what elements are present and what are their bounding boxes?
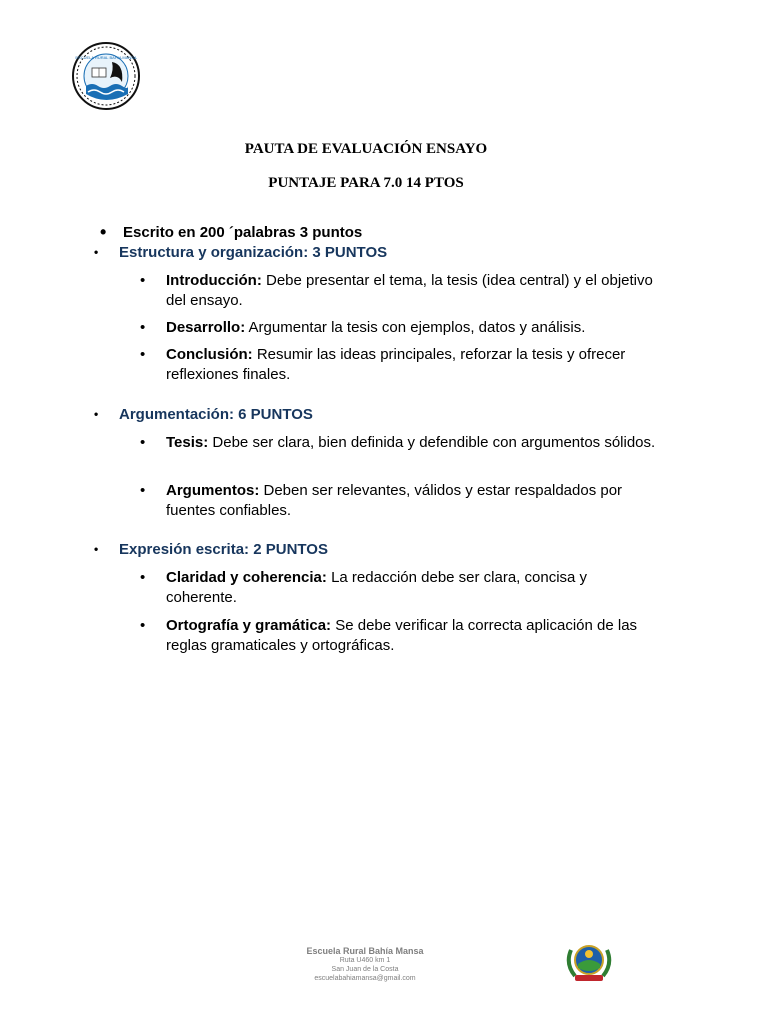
list-item: • Tesis: Debe ser clara, bien definida y defendible con argumentos sólidos. [140,434,656,451]
footer-email: escuelabahiamansa@gmail.com [314,975,416,982]
list-item: • Escrito en 200 ´palabras 3 puntos [100,222,363,242]
list-item: • Conclusión: Resumir las ideas principales, reforzar la tesis y ofrecer reflexiones finales. [140,346,626,383]
school-logo-text: ESCUELA RURAL BAHIA MANSA [75,55,137,60]
section-heading-written-expression: • Expresión escrita: 2 PUNTOS [94,541,328,558]
list-item: • Ortografía y gramática: Se debe verificar la correcta aplicación de las reglas gramaticales y ortográficas. [140,617,638,654]
section-heading-argumentation: • Argumentación: 6 PUNTOS [94,406,313,423]
footer-address-line2: San Juan de la Costa [331,966,399,973]
section-heading-structure: • Estructura y organización: 3 PUNTOS [94,244,388,261]
list-item: • Argumentos: Deben ser relevantes, válidos y estar respaldados por fuentes confiables. [140,482,623,519]
footer-address-line1: Ruta U460 km 1 [339,957,391,964]
footer-school-name: Escuela Rural Bahía Mansa [306,946,424,956]
page-title: PAUTA DE EVALUACIÓN ENSAYO [244,141,488,157]
school-logo [72,42,140,110]
list-item: • Desarrollo: Argumentar la tesis con ejemplos, datos y análisis. [140,319,586,336]
list-item: • Introducción: Debe presentar el tema, la tesis (idea central) y el objetivo del ensayo. [140,272,653,309]
footer [285,946,445,983]
page-subtitle: PUNTAJE PARA 7.0 14 PTOS [268,175,464,191]
crest-icon [563,940,615,984]
list-item: • Claridad y coherencia: La redacción debe ser clara, concisa y coherente. [140,569,588,606]
